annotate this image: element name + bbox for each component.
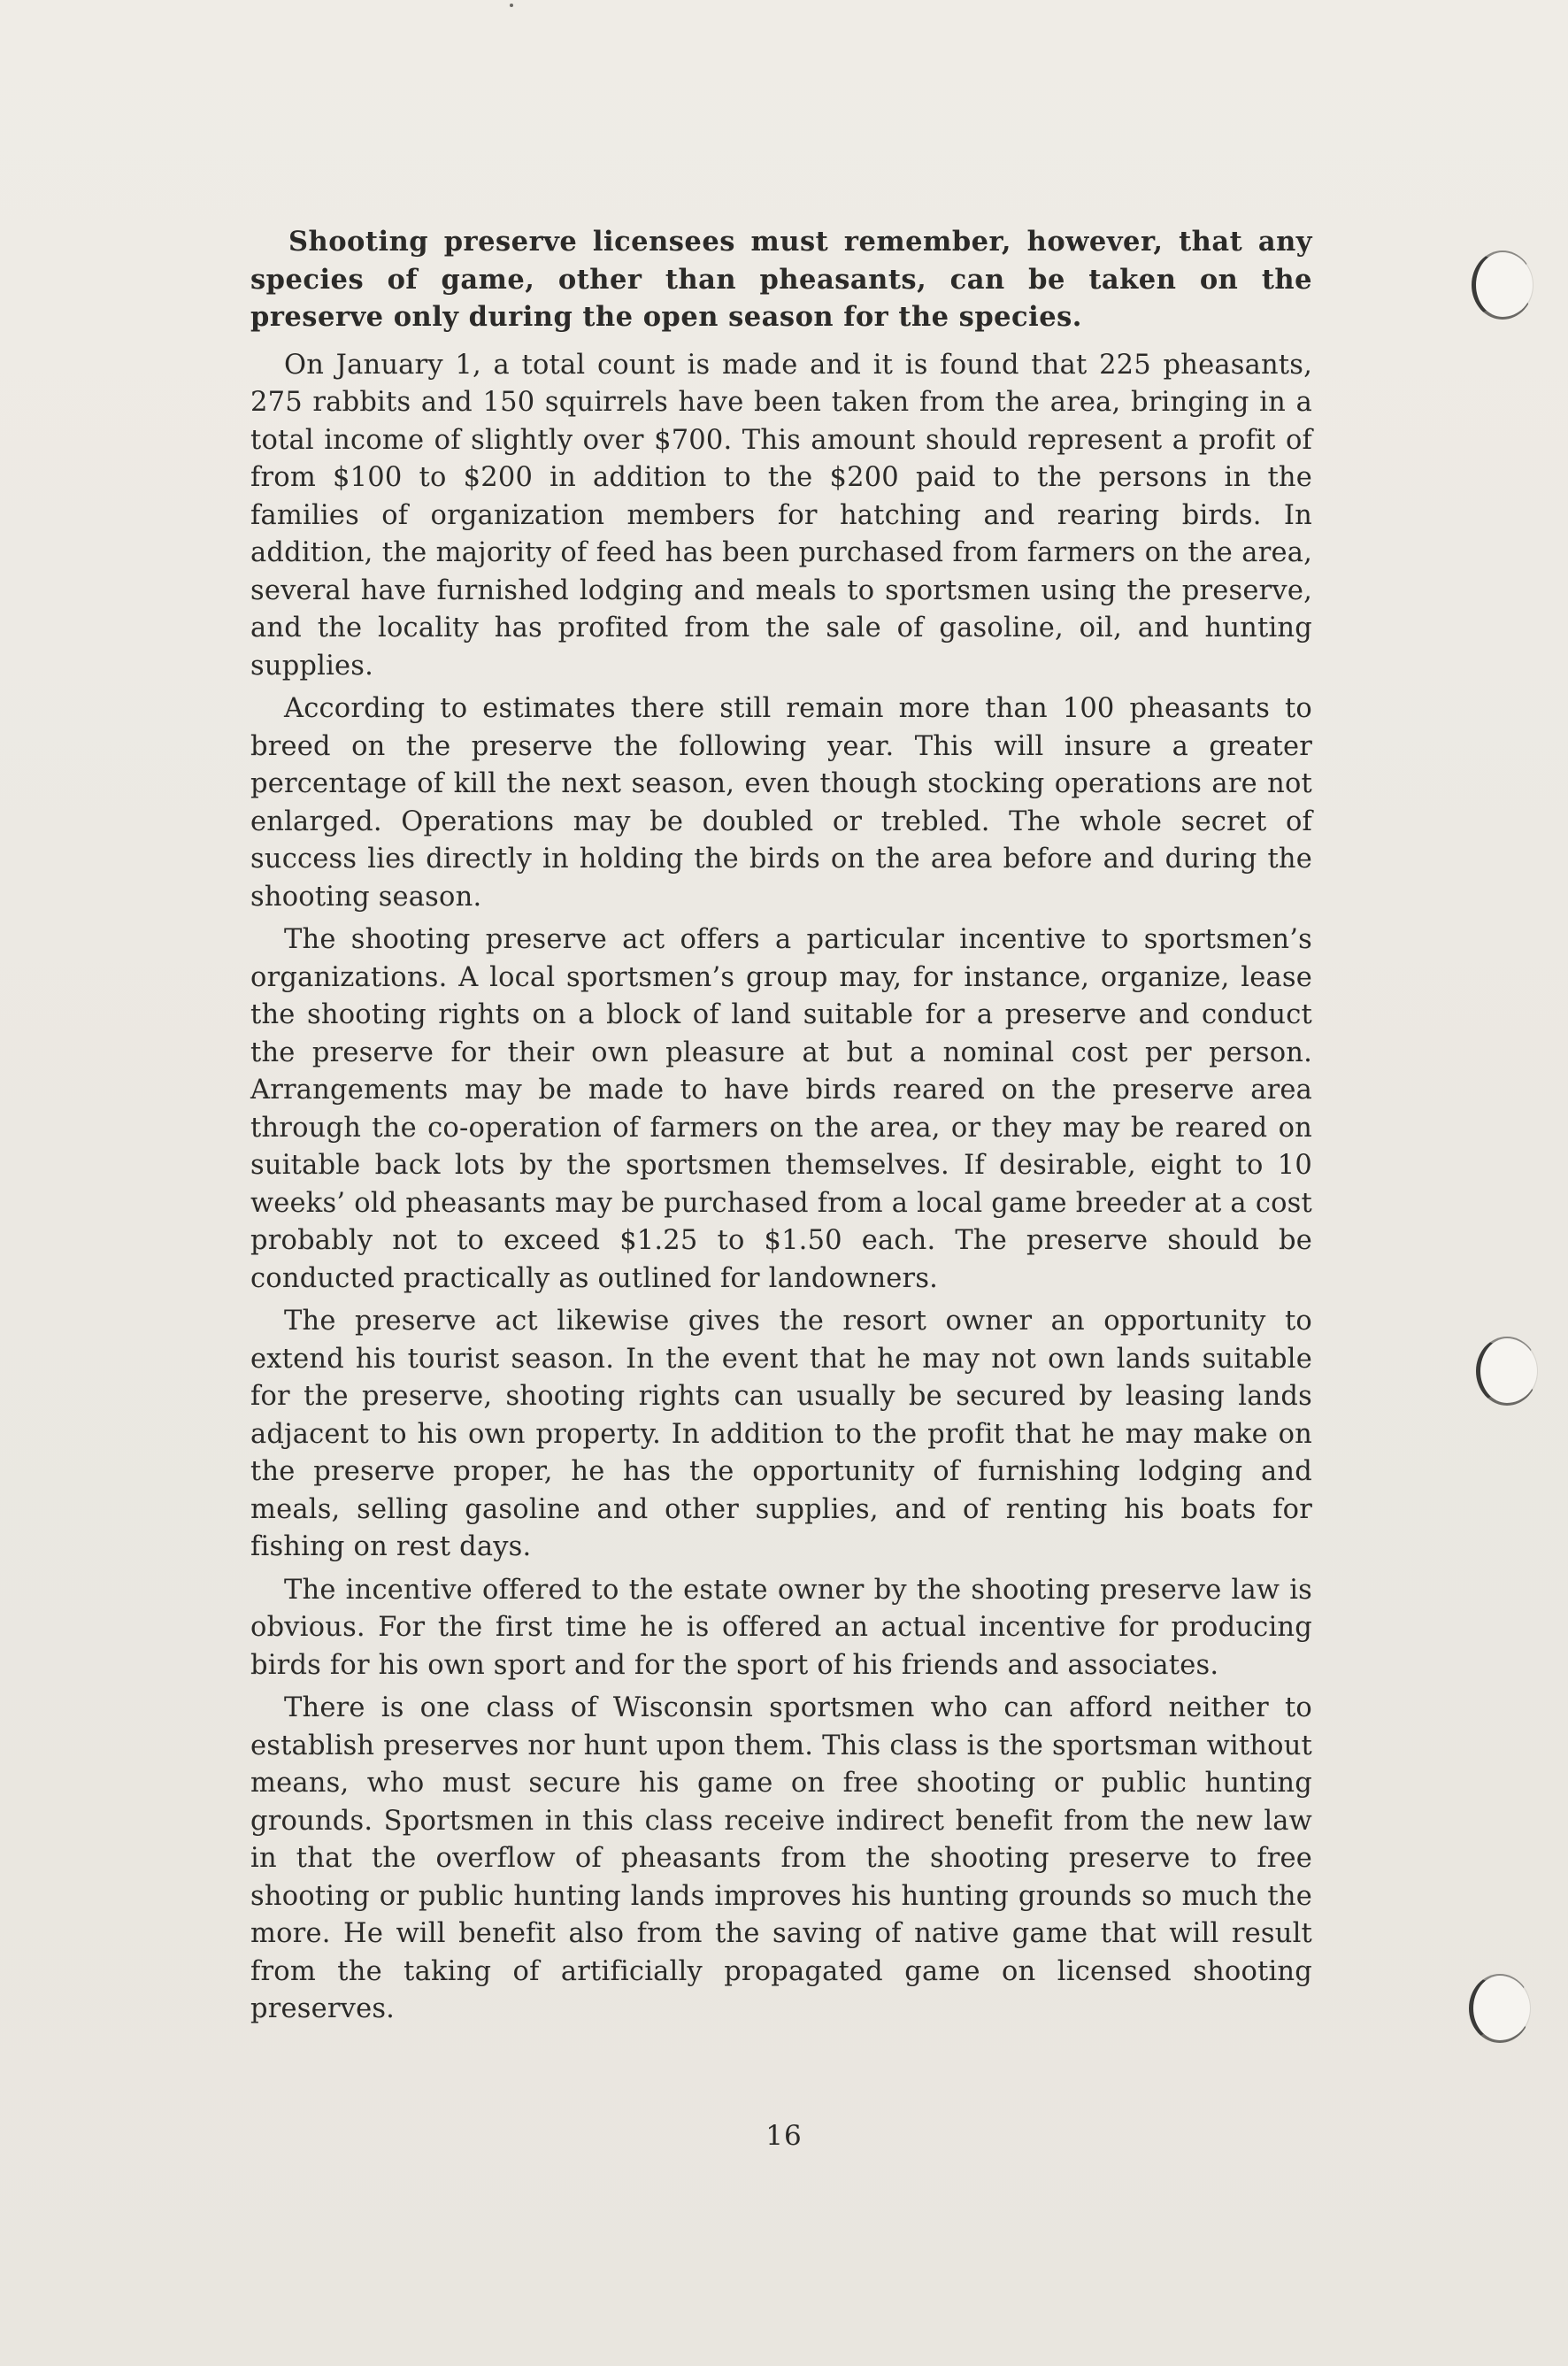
punch-hole-bottom xyxy=(1469,1974,1531,2043)
paragraph-6: There is one class of Wisconsin sportsmen who can afford neither to establish preserves nor hunt upon them. This class is the sportsman without means, who must secure his game on free shooting or public hunting grounds. Sportsmen in this class receive indirect benefit from the new law in that the overflow of pheasants from the shooting preserve to free shooting or public hunting lands improves his hunting grounds so much the more. He will benefit also from the saving of native game that will result from the taking of artificially propagated game on licensed shooting preserves. xyxy=(250,1692,1312,2024)
paragraph-1: On January 1, a total count is made and it is found that 225 pheasants, 275 rabbits and 150 squirrels have been taken from the area, bringing in a total income of slightly over $700. This amount should represent a profit of from $100 to $200 in addition to the $200 paid to the persons in the families of organization members for hatching and rearing birds. In addition, the majority of feed has been purchased from farmers on the area, several have furnished lodging and meals to sportsmen using the preserve, and the locality has profited from the sale of gasoline, oil, and hunting supplies. xyxy=(250,349,1312,682)
paragraph-5: The incentive offered to the estate owner by the shooting preserve law is obvious. For the first time he is offered an actual incentive for producing birds for his own sport and for the sport of his friends and associates. xyxy=(250,1574,1312,1681)
punch-hole-middle xyxy=(1476,1337,1538,1406)
paragraph-2: According to estimates there still remain more than 100 pheasants to breed on the preserve the following year. This will insure a greater percentage of kill the next season, even though stocking operations are not enlarged. Operations may be doubled or trebled. The whole secret of success lies directly in holding the birds on the area before and during the shooting season. xyxy=(250,693,1312,913)
lead-paragraph: Shooting preserve licensees must remember, however, that any species of game, other than pheasants, can be taken on the preserve only during the open season for the species. xyxy=(250,226,1312,333)
body-text xyxy=(250,223,1312,2034)
paper-speck xyxy=(510,4,513,7)
page-number: 16 xyxy=(765,2120,803,2152)
paragraph-3: The shooting preserve act offers a particular incentive to sportsmen’s organizations. A local sportsmen’s group may, for instance, organize, lease the shooting rights on a block of land suitable for a preserve and conduct the preserve for their own pleasure at but a nominal cost per person. Arrangements may be made to have birds reared on the preserve area through the co-operation of farmers on the area, or they may be reared on suitable back lots by the sportsmen themselves. If desirable, eight to 10 weeks’ old pheasants may be purchased from a local game breeder at a cost probably not to exceed $1.25 to $1.50 each. The preserve should be conducted practically as outlined for landowners. xyxy=(250,924,1312,1294)
paragraph-4: The preserve act likewise gives the resort owner an opportunity to extend his tourist season. In the event that he may not own lands suitable for the preserve, shooting rights can usually be secured by leasing lands adjacent to his own property. In addition to the profit that he may make on the preserve proper, he has the opportunity of furnishing lodging and meals, selling gasoline and other supplies, and of renting his boats for fishing on rest days. xyxy=(250,1306,1312,1562)
punch-hole-top xyxy=(1472,250,1533,320)
